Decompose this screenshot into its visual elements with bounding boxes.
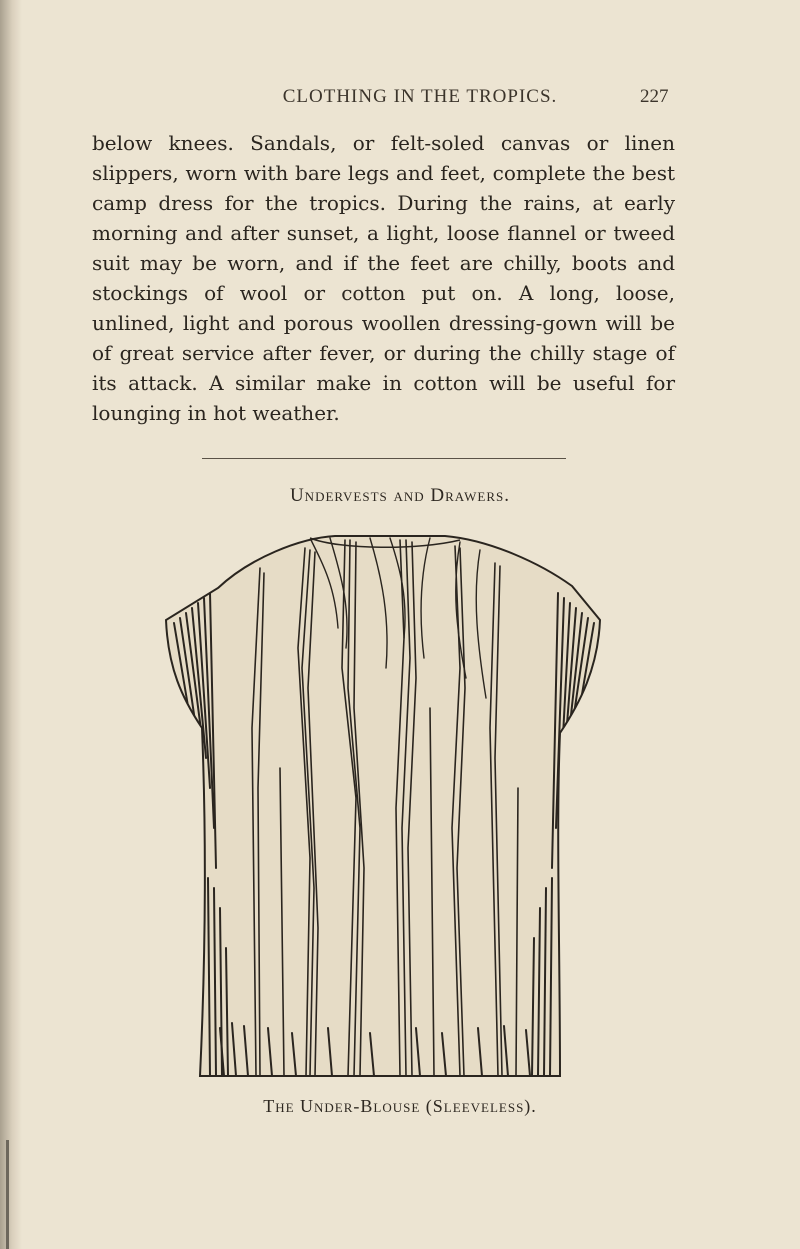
section-divider <box>202 458 566 459</box>
section-heading: Undervests and Drawers. <box>289 485 511 506</box>
body-paragraph: below knees. Sandals, or felt-soled canvas or linen slippers, worn with bare legs and feet, complete the best camp dress for the tropics. During the rains, at early morning and after sunset, a light, loose flannel or tweed suit may be worn, and if the feet are chilly, boots and stockings of wool or cotton put on. A long, loose, unlined, light and porous woollen dressing-gown will be of great service after fever, or during the chilly stage of its attack. A similar make in cotton will be useful for lounging in hot weather. <box>92 131 675 425</box>
under-blouse-illustration <box>160 528 610 1088</box>
figure-caption: The Under-Blouse (Sleeveless). <box>263 1096 537 1116</box>
page-edge-shadow <box>0 0 22 1249</box>
running-title: CLOTHING IN THE TROPICS. <box>282 86 558 107</box>
page-number: 227 <box>640 86 669 107</box>
